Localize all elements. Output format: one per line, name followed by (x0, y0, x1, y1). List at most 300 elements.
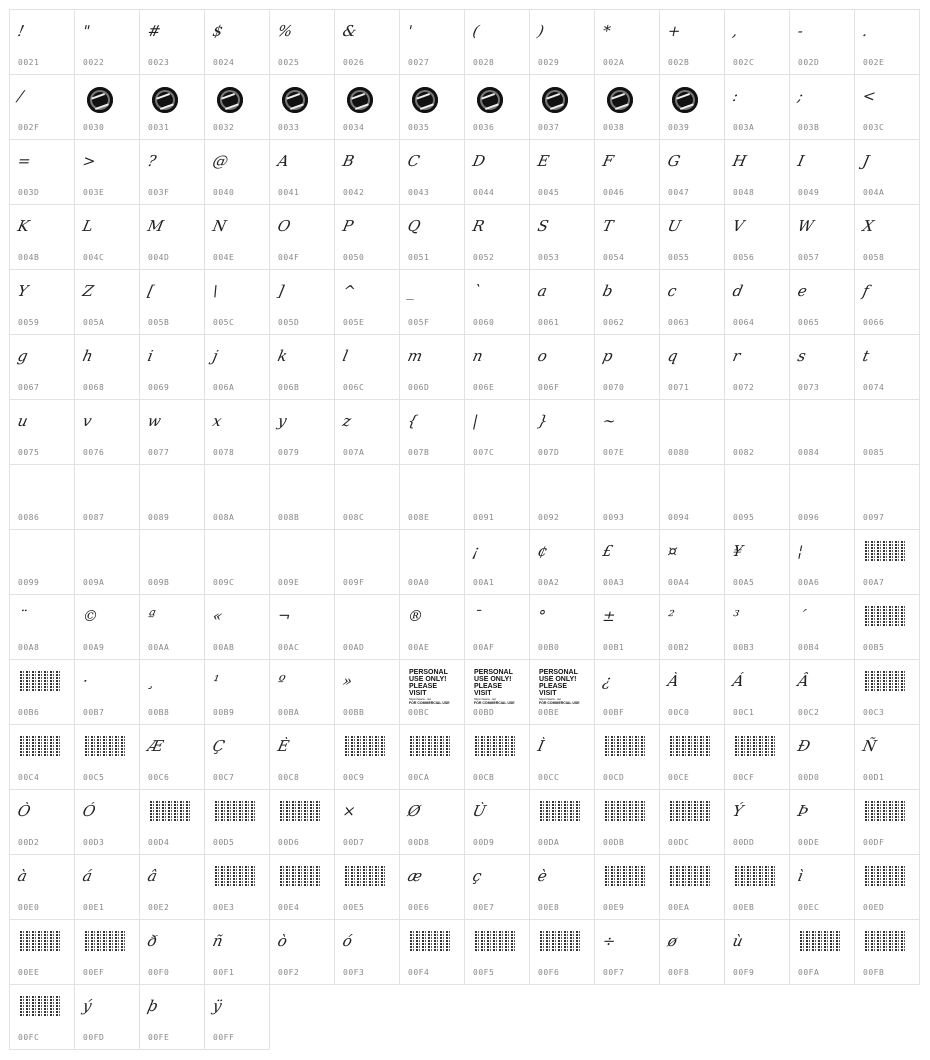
glyph-cell[interactable] (594, 334, 660, 400)
glyph-cell[interactable] (724, 594, 790, 660)
glyph-cell[interactable] (74, 919, 140, 985)
glyph-cell[interactable] (204, 334, 270, 400)
glyph-cell[interactable] (74, 74, 140, 140)
glyph-cell[interactable] (269, 659, 335, 725)
glyph-code-label: 0073 (798, 383, 820, 392)
glyph-cell[interactable] (854, 919, 920, 985)
glyph-cell[interactable] (74, 464, 140, 530)
glyph-cell[interactable] (9, 529, 75, 595)
glyph-cell[interactable] (9, 269, 75, 335)
glyph-code-label: 009A (83, 578, 105, 587)
glyph-cell[interactable] (74, 334, 140, 400)
glyph-cell[interactable] (9, 789, 75, 855)
glyph-code-label: 00A1 (473, 578, 495, 587)
glyph-cell[interactable] (854, 74, 920, 140)
glyph-cell[interactable] (269, 464, 335, 530)
glyph-preview: C (406, 152, 422, 170)
glyph-preview: D (471, 152, 487, 170)
glyph-preview: b (601, 282, 615, 300)
glyph-code-label: 002D (798, 58, 820, 67)
glyph-cell[interactable] (334, 74, 400, 140)
glyph-grid (9, 9, 919, 1049)
glyph-cell[interactable] (464, 529, 530, 595)
glyph-cell[interactable] (269, 139, 335, 205)
glyph-cell[interactable] (334, 919, 400, 985)
glyph-cell[interactable] (659, 789, 725, 855)
glyph-cell[interactable] (529, 334, 595, 400)
glyph-cell[interactable] (139, 919, 205, 985)
glyph-code-label: 00E4 (278, 903, 300, 912)
glyph-cell[interactable] (594, 269, 660, 335)
glyph-cell[interactable] (399, 399, 465, 465)
glyph-cell[interactable] (9, 724, 75, 790)
glyph-preview: / (16, 87, 25, 105)
glyph-cell[interactable] (789, 854, 855, 920)
glyph-cell[interactable] (594, 594, 660, 660)
glyph-cell[interactable] (789, 334, 855, 400)
glyph-cell[interactable] (659, 594, 725, 660)
glyph-cell[interactable] (269, 269, 335, 335)
glyph-cell[interactable] (334, 334, 400, 400)
placeholder-glyph-icon (605, 865, 645, 887)
glyph-cell[interactable] (204, 854, 270, 920)
glyph-preview: ¨ (16, 607, 28, 625)
glyph-cell[interactable] (399, 139, 465, 205)
glyph-cell[interactable] (854, 399, 920, 465)
glyph-code-label: 00FA (798, 968, 820, 977)
glyph-preview: » (341, 672, 355, 690)
glyph-cell[interactable] (334, 659, 400, 725)
glyph-cell[interactable] (9, 334, 75, 400)
glyph-cell[interactable] (464, 204, 530, 270)
glyph-cell[interactable] (594, 204, 660, 270)
glyph-cell[interactable] (724, 919, 790, 985)
glyph-cell[interactable] (204, 594, 270, 660)
glyph-cell[interactable] (724, 269, 790, 335)
placeholder-glyph-icon (20, 930, 60, 952)
glyph-cell[interactable] (204, 984, 270, 1050)
glyph-cell[interactable] (464, 919, 530, 985)
glyph-cell[interactable] (659, 464, 725, 530)
glyph-code-label: 006D (408, 383, 430, 392)
glyph-cell[interactable] (464, 74, 530, 140)
glyph-cell[interactable] (464, 464, 530, 530)
glyph-cell[interactable] (724, 399, 790, 465)
glyph-cell[interactable] (204, 9, 270, 75)
glyph-code-label: 00C8 (278, 773, 300, 782)
glyph-code-label: 0034 (343, 123, 365, 132)
glyph-code-label: 007B (408, 448, 430, 457)
glyph-cell[interactable] (854, 724, 920, 790)
glyph-cell[interactable] (529, 789, 595, 855)
glyph-preview: þ (146, 997, 160, 1015)
glyph-cell[interactable] (594, 919, 660, 985)
glyph-cell[interactable] (74, 854, 140, 920)
glyph-cell[interactable] (789, 204, 855, 270)
glyph-preview: S (536, 217, 551, 235)
glyph-cell[interactable] (399, 724, 465, 790)
notice-line: PLEASE VISIT (409, 683, 438, 697)
glyph-cell[interactable] (9, 464, 75, 530)
glyph-cell[interactable] (724, 204, 790, 270)
glyph-cell[interactable] (854, 854, 920, 920)
glyph-cell[interactable] (594, 659, 660, 725)
glyph-cell[interactable] (529, 854, 595, 920)
glyph-cell[interactable] (464, 9, 530, 75)
glyph-cell[interactable] (464, 594, 530, 660)
glyph-cell[interactable] (724, 139, 790, 205)
glyph-cell[interactable] (659, 9, 725, 75)
glyph-cell[interactable] (594, 74, 660, 140)
glyph-cell[interactable] (139, 139, 205, 205)
glyph-cell[interactable] (74, 724, 140, 790)
glyph-code-label: 00CE (668, 773, 690, 782)
glyph-cell[interactable] (724, 334, 790, 400)
glyph-cell[interactable] (74, 659, 140, 725)
glyph-cell[interactable] (854, 334, 920, 400)
glyph-cell[interactable] (724, 9, 790, 75)
glyph-code-label: 0057 (798, 253, 820, 262)
glyph-cell[interactable] (854, 659, 920, 725)
notice-line: FOR COMMERCIAL USE (409, 701, 450, 705)
glyph-cell[interactable] (789, 919, 855, 985)
glyph-cell[interactable] (9, 139, 75, 205)
glyph-preview: l (341, 347, 350, 365)
glyph-cell[interactable] (789, 269, 855, 335)
glyph-cell[interactable] (139, 529, 205, 595)
glyph-cell[interactable] (529, 919, 595, 985)
glyph-cell[interactable] (659, 724, 725, 790)
glyph-preview: < (861, 87, 878, 105)
notice-line: USE ONLY! (474, 676, 512, 683)
glyph-cell[interactable] (529, 724, 595, 790)
glyph-preview: º (276, 672, 287, 690)
glyph-cell[interactable] (659, 529, 725, 595)
glyph-cell[interactable] (139, 399, 205, 465)
glyph-code-label: 0072 (733, 383, 755, 392)
glyph-code-label: 0054 (603, 253, 625, 262)
glyph-cell[interactable] (659, 399, 725, 465)
glyph-cell[interactable] (854, 9, 920, 75)
glyph-cell[interactable] (269, 529, 335, 595)
glyph-cell[interactable] (594, 724, 660, 790)
glyph-cell[interactable] (399, 204, 465, 270)
glyph-cell[interactable] (139, 464, 205, 530)
glyph-cell[interactable] (399, 659, 465, 725)
placeholder-glyph-icon (540, 930, 580, 952)
glyph-cell[interactable] (399, 919, 465, 985)
glyph-preview: * (601, 22, 613, 40)
glyph-cell[interactable] (204, 204, 270, 270)
placeholder-glyph-icon (345, 735, 385, 757)
glyph-code-label: 004E (213, 253, 235, 262)
glyph-cell[interactable] (9, 854, 75, 920)
glyph-cell[interactable] (594, 464, 660, 530)
glyph-cell[interactable] (204, 464, 270, 530)
glyph-cell[interactable] (854, 594, 920, 660)
glyph-cell[interactable] (594, 399, 660, 465)
glyph-code-label: 005A (83, 318, 105, 327)
logo-glyph-icon (607, 87, 633, 113)
glyph-cell[interactable] (334, 529, 400, 595)
glyph-code-label: 00EB (733, 903, 755, 912)
glyph-preview: : (731, 87, 740, 105)
glyph-preview: F (601, 152, 616, 170)
glyph-cell[interactable] (204, 659, 270, 725)
glyph-cell[interactable] (334, 789, 400, 855)
glyph-cell[interactable] (659, 74, 725, 140)
glyph-preview: @ (211, 152, 230, 170)
glyph-cell[interactable] (74, 984, 140, 1050)
glyph-cell[interactable] (334, 139, 400, 205)
glyph-preview: ç (471, 867, 484, 885)
glyph-cell[interactable] (659, 919, 725, 985)
glyph-preview: U (666, 217, 683, 235)
glyph-cell[interactable] (724, 789, 790, 855)
glyph-preview: R (471, 217, 487, 235)
glyph-cell[interactable] (789, 659, 855, 725)
glyph-preview: Y (16, 282, 30, 300)
glyph-cell[interactable] (334, 399, 400, 465)
glyph-cell[interactable] (334, 854, 400, 920)
glyph-cell[interactable] (269, 334, 335, 400)
glyph-cell[interactable] (529, 399, 595, 465)
glyph-cell[interactable] (74, 204, 140, 270)
glyph-cell[interactable] (9, 74, 75, 140)
glyph-cell[interactable] (139, 594, 205, 660)
glyph-cell[interactable] (724, 74, 790, 140)
glyph-preview: v (81, 412, 94, 430)
glyph-preview: ÿ (211, 997, 224, 1015)
glyph-cell[interactable] (74, 529, 140, 595)
glyph-cell[interactable] (789, 399, 855, 465)
glyph-preview: ÷ (601, 932, 618, 950)
glyph-cell[interactable] (529, 139, 595, 205)
glyph-cell[interactable] (269, 9, 335, 75)
glyph-cell[interactable] (659, 204, 725, 270)
glyph-cell[interactable] (529, 464, 595, 530)
glyph-cell[interactable] (139, 854, 205, 920)
glyph-cell[interactable] (9, 594, 75, 660)
glyph-cell[interactable] (269, 204, 335, 270)
glyph-preview: ì (796, 867, 805, 885)
glyph-cell[interactable] (399, 464, 465, 530)
glyph-code-label: 00C5 (83, 773, 105, 782)
glyph-preview: ¿ (601, 672, 613, 690)
glyph-preview: V (731, 217, 746, 235)
glyph-cell[interactable] (464, 334, 530, 400)
glyph-cell[interactable] (269, 724, 335, 790)
glyph-code-label: 00BE (538, 708, 560, 717)
glyph-cell[interactable] (74, 269, 140, 335)
glyph-cell[interactable] (139, 789, 205, 855)
glyph-cell[interactable] (74, 594, 140, 660)
glyph-code-label: 009F (343, 578, 365, 587)
glyph-cell[interactable] (139, 334, 205, 400)
glyph-preview: Q (406, 217, 423, 235)
glyph-cell[interactable] (789, 529, 855, 595)
glyph-cell[interactable] (74, 9, 140, 75)
glyph-preview: ± (601, 607, 618, 625)
glyph-cell[interactable] (594, 789, 660, 855)
glyph-cell[interactable] (854, 139, 920, 205)
glyph-cell[interactable] (854, 529, 920, 595)
glyph-cell[interactable] (9, 9, 75, 75)
glyph-cell[interactable] (269, 399, 335, 465)
glyph-cell[interactable] (204, 724, 270, 790)
glyph-cell[interactable] (399, 529, 465, 595)
glyph-preview: Â (796, 672, 811, 690)
placeholder-glyph-icon (735, 735, 775, 757)
placeholder-glyph-icon (670, 735, 710, 757)
glyph-cell[interactable] (334, 594, 400, 660)
glyph-cell[interactable] (724, 854, 790, 920)
glyph-cell[interactable] (399, 9, 465, 75)
glyph-cell[interactable] (594, 9, 660, 75)
glyph-cell[interactable] (334, 464, 400, 530)
glyph-cell[interactable] (464, 724, 530, 790)
glyph-preview: ; (796, 87, 805, 105)
glyph-cell[interactable] (399, 789, 465, 855)
placeholder-glyph-icon (540, 800, 580, 822)
glyph-cell[interactable] (139, 269, 205, 335)
glyph-code-label: 00A7 (863, 578, 885, 587)
glyph-cell[interactable] (399, 854, 465, 920)
glyph-cell[interactable] (139, 9, 205, 75)
glyph-cell[interactable] (9, 984, 75, 1050)
glyph-preview: ó (341, 932, 354, 950)
glyph-cell[interactable] (529, 204, 595, 270)
glyph-cell[interactable] (659, 334, 725, 400)
glyph-cell[interactable] (269, 594, 335, 660)
glyph-code-label: 00C4 (18, 773, 40, 782)
glyph-cell[interactable] (139, 74, 205, 140)
glyph-cell[interactable] (139, 984, 205, 1050)
glyph-preview: ò (276, 932, 289, 950)
glyph-cell[interactable] (854, 269, 920, 335)
glyph-cell[interactable] (399, 334, 465, 400)
placeholder-glyph-icon (475, 735, 515, 757)
glyph-cell[interactable] (334, 9, 400, 75)
glyph-cell[interactable] (204, 529, 270, 595)
glyph-cell[interactable] (334, 204, 400, 270)
glyph-cell[interactable] (789, 724, 855, 790)
glyph-preview: ¦ (796, 542, 805, 560)
glyph-cell[interactable] (789, 9, 855, 75)
glyph-code-label: 00FD (83, 1033, 105, 1042)
glyph-preview: W (796, 217, 816, 235)
glyph-cell[interactable] (399, 74, 465, 140)
glyph-cell[interactable] (464, 139, 530, 205)
glyph-cell[interactable] (464, 789, 530, 855)
glyph-cell[interactable] (464, 659, 530, 725)
glyph-code-label: 00B2 (668, 643, 690, 652)
glyph-cell[interactable] (269, 854, 335, 920)
logo-glyph-icon (152, 87, 178, 113)
glyph-cell[interactable] (594, 139, 660, 205)
glyph-cell[interactable] (204, 399, 270, 465)
glyph-cell[interactable] (204, 139, 270, 205)
logo-glyph-icon (282, 87, 308, 113)
glyph-cell[interactable] (9, 204, 75, 270)
glyph-code-label: 008B (278, 513, 300, 522)
glyph-cell[interactable] (659, 139, 725, 205)
glyph-cell[interactable] (594, 529, 660, 595)
glyph-code-label: 006E (473, 383, 495, 392)
glyph-cell[interactable] (529, 529, 595, 595)
glyph-cell[interactable] (854, 464, 920, 530)
glyph-cell[interactable] (74, 789, 140, 855)
glyph-code-label: 00FC (18, 1033, 40, 1042)
glyph-cell[interactable] (139, 724, 205, 790)
glyph-preview: ! (16, 22, 26, 40)
glyph-code-label: 0050 (343, 253, 365, 262)
glyph-cell[interactable] (464, 399, 530, 465)
glyph-code-label: 002E (863, 58, 885, 67)
glyph-cell[interactable] (139, 204, 205, 270)
glyph-cell[interactable] (334, 269, 400, 335)
glyph-cell[interactable] (529, 659, 595, 725)
glyph-cell[interactable] (659, 269, 725, 335)
glyph-cell[interactable] (269, 919, 335, 985)
glyph-cell[interactable] (204, 74, 270, 140)
glyph-cell[interactable] (854, 204, 920, 270)
glyph-cell[interactable] (9, 659, 75, 725)
glyph-cell[interactable] (399, 269, 465, 335)
glyph-cell[interactable] (74, 139, 140, 205)
glyph-cell[interactable] (789, 464, 855, 530)
glyph-cell[interactable] (74, 399, 140, 465)
glyph-code-label: 0024 (213, 58, 235, 67)
glyph-cell[interactable] (529, 594, 595, 660)
glyph-cell[interactable] (789, 789, 855, 855)
glyph-cell[interactable] (789, 74, 855, 140)
glyph-cell[interactable] (789, 139, 855, 205)
glyph-cell[interactable] (464, 854, 530, 920)
glyph-cell[interactable] (789, 594, 855, 660)
glyph-cell[interactable] (399, 594, 465, 660)
glyph-cell[interactable] (204, 269, 270, 335)
glyph-code-label: 00F5 (473, 968, 495, 977)
glyph-cell[interactable] (659, 854, 725, 920)
glyph-cell[interactable] (724, 724, 790, 790)
glyph-cell[interactable] (269, 74, 335, 140)
glyph-code-label: 00FE (148, 1033, 170, 1042)
glyph-code-label: 0065 (798, 318, 820, 327)
glyph-preview (341, 607, 345, 625)
glyph-cell[interactable] (724, 529, 790, 595)
glyph-cell[interactable] (854, 789, 920, 855)
glyph-cell[interactable] (204, 919, 270, 985)
glyph-cell[interactable] (529, 269, 595, 335)
glyph-cell[interactable] (334, 724, 400, 790)
glyph-cell[interactable] (204, 789, 270, 855)
glyph-cell[interactable] (9, 919, 75, 985)
glyph-cell[interactable] (529, 9, 595, 75)
glyph-code-label: 00C9 (343, 773, 365, 782)
glyph-cell[interactable] (269, 789, 335, 855)
glyph-cell[interactable] (9, 399, 75, 465)
glyph-cell[interactable] (139, 659, 205, 725)
glyph-cell[interactable] (724, 659, 790, 725)
glyph-cell[interactable] (659, 659, 725, 725)
glyph-code-label: 0056 (733, 253, 755, 262)
glyph-cell[interactable] (594, 854, 660, 920)
glyph-cell[interactable] (464, 269, 530, 335)
glyph-cell[interactable] (529, 74, 595, 140)
glyph-code-label: 008E (408, 513, 430, 522)
glyph-cell[interactable] (724, 464, 790, 530)
